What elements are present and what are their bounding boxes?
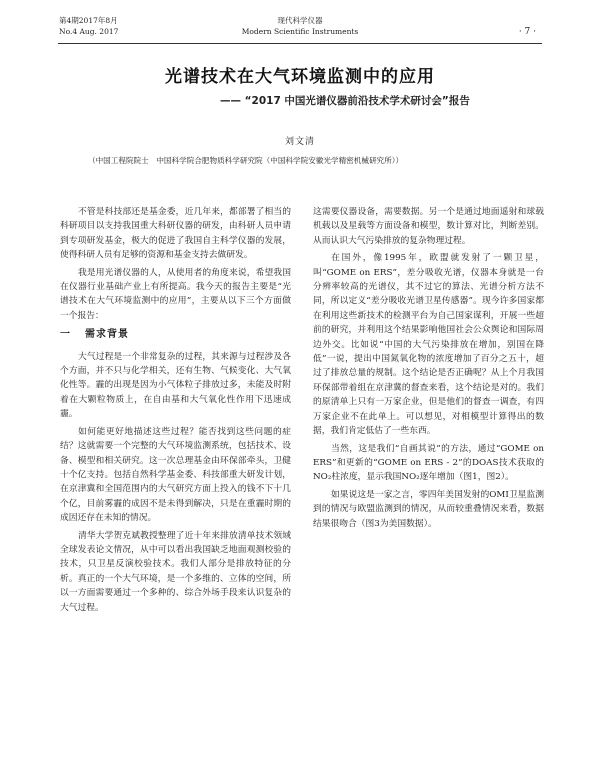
paragraph: 如果说这是一家之言，零四年美国发射的OMI卫星监测到的情况与欧盟监测到的情况，从而较重叠情况来看，数据结果很吻合（图3为美国数据）。	[313, 489, 544, 529]
issue-cn: 第4期2017年8月	[59, 16, 118, 25]
paragraph: 如何能更好地描述这些过程？能否找到这些问题的症结？这就需要一个完整的大气环境监测系统，包括技术、设备、模型和相关研究。这一次总理基金由环保部牵头，卫健十个亿支持。包括自然科学基金委、科技部重大研发计划，在京津冀和全国范围内的大气研究方面上投入的钱不下十几个亿，目前雾霾的成因不是未得到解决，只是在重霾时期的成因还存在未知的情况。	[60, 426, 291, 524]
paragraph: 清华大学贺克斌教授整理了近十年来排放清单技术领域全球发表论文情况，从中可以看出我国缺乏地面观测校验的技术，只卫星反演校验技术。我们人部分是排放特征的分析。真正的一个大气环境，是一个多维的、立体的空间，所以一方面需要通过一个多种的、综合外场手段来认识复杂的大气过程。	[60, 530, 291, 613]
author-affiliation: （中国工程院院士 中国科学院合肥物质科学研究院（中国科学院安徽光学精密机械研究所））	[88, 156, 404, 165]
section-heading	[60, 328, 291, 342]
paragraph: 我是用光谱仪器的人，从使用者的角度来说，希望我国在仪器行业基础产业上有所提高。我今天的报告主要是“光谱技术在大气环境监测中的应用”，主要从以下三个方面做一个报告：	[60, 267, 291, 321]
running-header-journal	[200, 15, 400, 37]
header-rule	[58, 43, 542, 44]
section-number: 一	[60, 329, 71, 341]
right-column	[313, 205, 544, 534]
paragraph: 在国外，像1995年，欧盟就发射了一颗卫星，叫“GOME on ERS”，差分吸收光谱，仪器本身就是一台分辨率较高的光谱仪，其不过它的算法、光谱分析方法不同，所以定义“差分吸收光谱卫星传感器”。现今许多国家都在利用这些新技术的检测平台为自己国家谋利，开展一些超前的研究，并利用这个结果影响他国社会公众舆论和国际周边外交。比如说“中国的大气污染排放在增加，别国在降低”一说，提出中国氮氧化物的浓度增加了百分之五十，超过了排放总量的规制。这个结论是否正确呢？从上个月我国环保部带着组在京津冀的督查来看，这个结论是对的。我们的原清单上只有一万家企业，但是他们的督查一调查，有四万家企业不在此单上。可以想见，对相模型计算得出的数据，我们肯定低估了一些东西。	[313, 253, 544, 437]
paragraph: 这需要仪器设备，需要数据。另一个是通过地面遥射和球载机载以及星载等方面设备和模型，数计算对比，判断差别。从而认识大气污染排放的复杂物理过程。	[313, 207, 544, 246]
left-column	[60, 205, 291, 618]
paragraph: 当然，这是我们“自画其说”的方法，通过“GOME on ERS”和更新的“GOME on ERS - 2”的DOAS技术获取的NO₂柱浓度，显示我国NO₂逐年增加（图1，图2）。	[313, 443, 544, 483]
author-name: 刘文清	[284, 137, 315, 147]
section-title: 需求背景	[85, 329, 129, 341]
page-number: · 7 ·	[518, 27, 536, 37]
issue-en: No.4 Aug. 2017	[59, 27, 119, 36]
running-header-issue	[59, 15, 118, 37]
paragraph: 不管是科技部还是基金委，近几年来，都部署了相当的科研项目以支持我国重大科研仪器的研发，由科研人员申请到专项研发基金，极大的促进了我国自主科学仪器的发展，使得科研人员有足够的资源和基金支持去做研发。	[60, 207, 291, 261]
paragraph: 大气过程是一个非常复杂的过程，其来源与过程涉及各个方面，并不只与化学相关，还有生物、气候变化、大气氧化性等。霾的出现是因为小气体粒子排放过多，未能及时附着在大颗粒物质上，在自由基和大气氧化性作用下迅速成霾。	[60, 351, 291, 420]
journal-cn: 现代科学仪器	[277, 16, 323, 25]
article-subtitle: —— “2017 中国光谱仪器前沿技术学术研讨会”报告	[220, 95, 470, 107]
journal-en: Modern Scientific Instruments	[241, 27, 359, 36]
article-title: 光谱技术在大气环境监测中的应用	[165, 67, 435, 87]
